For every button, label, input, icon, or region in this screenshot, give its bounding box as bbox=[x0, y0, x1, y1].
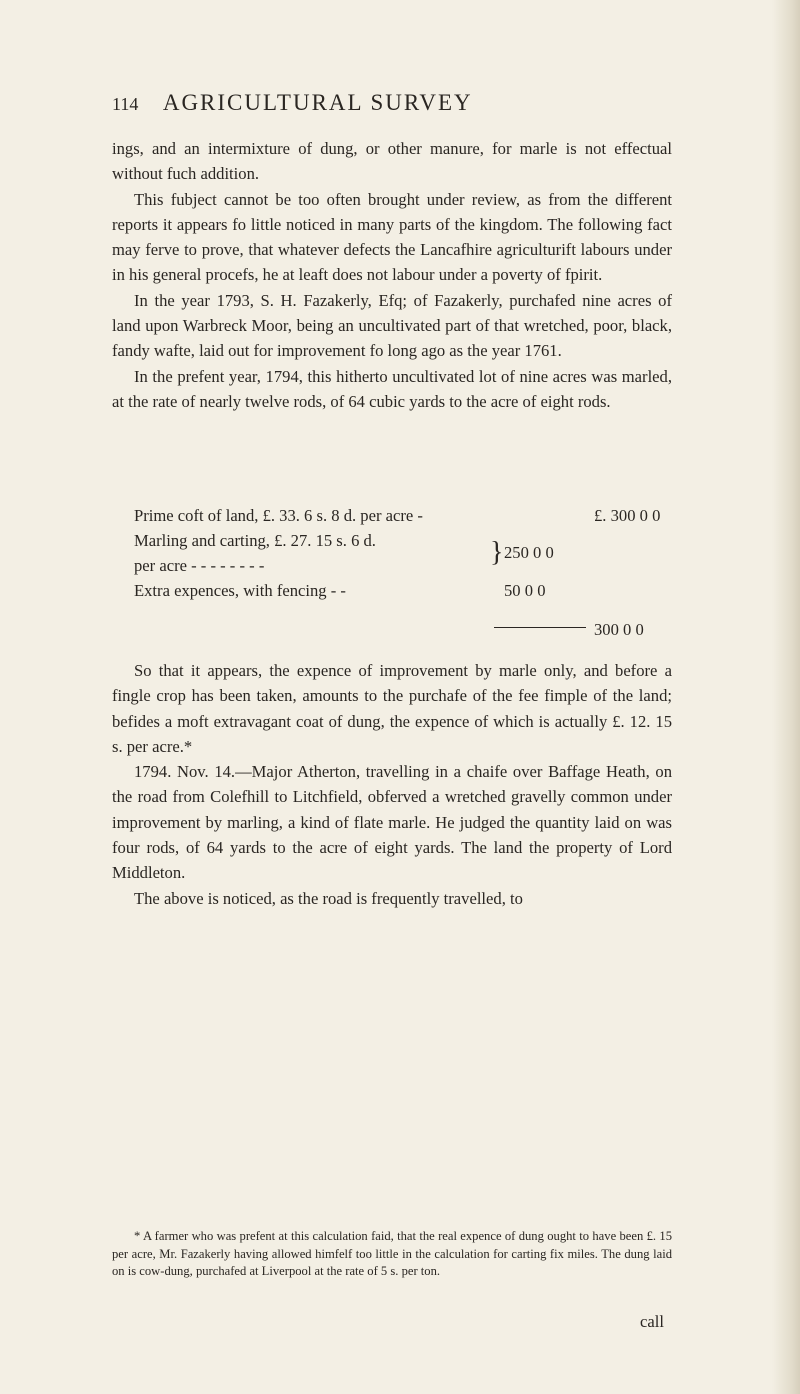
running-title: AGRICULTURAL SURVEY bbox=[162, 90, 473, 115]
paragraph: The above is noticed, as the road is frequently travelled, to bbox=[134, 888, 523, 908]
account-label: per acre - - - - - - - - bbox=[134, 556, 265, 575]
body-text-bottom bbox=[112, 658, 672, 911]
account-row-extra bbox=[134, 578, 674, 603]
paragraph: ings, and an intermixture of dung, or other manure, for marle is not effectual without fuch addition. bbox=[112, 139, 672, 184]
account-row-prime-cost bbox=[134, 503, 674, 528]
account-label: Marling and carting, £. 27. 15 s. 6 d. bbox=[134, 531, 376, 550]
running-header bbox=[112, 90, 672, 116]
page-number: 114 bbox=[112, 94, 139, 114]
sum-rule bbox=[494, 627, 586, 628]
footnote bbox=[112, 1228, 672, 1281]
paragraph: So that it appears, the expence of improvement by marle only, and before a fingle crop has been taken, amounts to the purchafe of the fee fimple of the land; befides a moft extravagant coat of dung, the expence of which is actually £. 12. 15 s. per acre.* bbox=[112, 661, 672, 756]
catchword: call bbox=[640, 1312, 664, 1331]
paragraph: This fubject cannot be too often brought under review, as from the different reports it appears fo little noticed in many parts of the kingdom. The following fact may ferve to prove, that whatever defects the Lancafhire agriculturift labours under in his general procefs, he at leaft does not labour under a poverty of fpirit. bbox=[112, 189, 672, 285]
footnote-text: * A farmer who was prefent at this calculation faid, that the real expence of dung ought to have been £. 15 per acre, Mr. Fazakerly having allowed himfelf too little in the calculation for carting fix miles. The dung laid on is cow-dung, purchafed at Liverpool at the rate of 5 s. per ton. bbox=[112, 1229, 672, 1278]
account-amount: £. 300 0 0 bbox=[594, 506, 661, 525]
brace-glyph: } bbox=[490, 537, 504, 568]
account-label: Extra expences, with fencing - - bbox=[134, 581, 346, 600]
account-row-marling-cont bbox=[134, 553, 674, 578]
account-label: Prime coft of land, £. 33. 6 s. 8 d. per acre - bbox=[134, 506, 423, 525]
paragraph: 1794. Nov. 14.—Major Atherton, travelling in a chaife over Baffage Heath, on the road from Colefhill to Litchfield, obferved a wretched gravelly common under improvement by marling, a kind of flate marle. He judged the quantity laid on was four rods, of 64 yards to the acre of eight yards. The land the property of Lord Middleton. bbox=[112, 762, 672, 883]
account-amount: 50 0 0 bbox=[504, 581, 546, 600]
paragraph: In the prefent year, 1794, this hitherto uncultivated lot of nine acres was marled, at the rate of nearly twelve rods, of 64 cubic yards to the acre of eight rods. bbox=[112, 366, 672, 411]
body-text-top bbox=[112, 136, 672, 414]
account-amount: 250 0 0 bbox=[504, 543, 554, 562]
cost-account-table bbox=[134, 503, 674, 639]
page-edge-shadow bbox=[772, 0, 800, 1394]
paragraph: In the year 1793, S. H. Fazakerly, Efq; of Fazakerly, purchafed nine acres of land upon Warbreck Moor, being an uncultivated part of that wretched, poor, black, fandy wafte, laid out for improvement fo long ago as the year 1761. bbox=[112, 290, 672, 361]
account-total: 300 0 0 bbox=[594, 620, 644, 639]
